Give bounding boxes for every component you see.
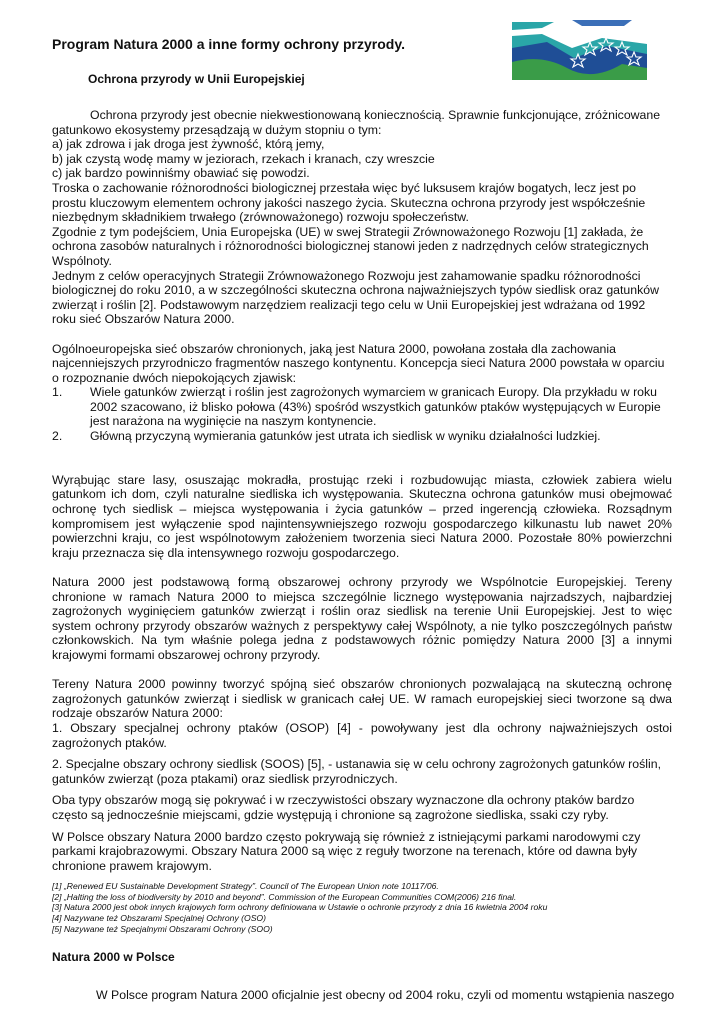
item-number: 1. [52, 385, 63, 400]
paragraph: W Polsce program Natura 2000 oficjalnie jest obecny od 2004 roku, czyli od momentu wstąpienia naszego [96, 988, 675, 1002]
numbered-item [52, 429, 672, 444]
section-heading: Natura 2000 w Polsce [52, 950, 175, 964]
paragraph: Natura 2000 jest podstawową formą obszarowej ochrony przyrody we Wspólnotcie Europejskiej. Tereny chronione w ramach Natura 2000 to miejsca szczególnie licznego występowania najrzadszych, najbardziej zagrożonych wyginięciem gatunków zwierząt i roślin oraz siedlisk na terenie Unii Europejskiej. Jest to więc system ochrony przyrody obszarów ważnych z perspektywy całej Wspólnoty, a nie tylko poszczególnych państw członkowskich. Na tym właśnie polega jedna z podstawowych różnic pomiędzy Natura 2000 [3] a innymi krajowymi formami obszarowej ochrony przyrody. [52, 575, 672, 662]
section-subtitle: Ochrona przyrody w Unii Europejskiej [88, 72, 305, 86]
paragraph: Tereny Natura 2000 powinny tworzyć spójną sieć obszarów chronionych pozwalającą na skuteczną ochronę zagrożonych gatunków zwierząt i siedlisk w granicach całej UE. W ramach europejskiej sieci tworzone są dwa rodzaje obszarów Natura 2000: [52, 677, 672, 721]
list-item: b) jak czystą wodę mamy w jeziorach, rzekach i kranach, czy wreszcie [52, 151, 435, 166]
paragraph-intro: Ochrona przyrody jest obecnie niekwestionowaną koniecznością. Sprawnie funkcjonujące, zróżnicowane gatunkowo ekosystemy przesądzają w dużym stopniu o tym: [52, 108, 661, 137]
page-title: Program Natura 2000 a inne formy ochrony przyrody. [52, 36, 405, 52]
list-item: 1. Obszary specjalnej ochrony ptaków (OSOP) [4] - powoływany jest dla ochrony najważniejszych ostoi zagrożonych ptaków. [52, 720, 672, 750]
paragraph: Oba typy obszarów mogą się pokrywać i w rzeczywistości obszary wyznaczone dla ochrony ptaków bardzo często są jednocześnie miejscami, gdzie występują i chronione są zagrożone siedliska, ssaki czy ryby. [52, 793, 635, 822]
paragraph: Zgodnie z tym podejściem, Unia Europejska (UE) w swej Strategii Zrównoważonego Rozwoju [1] zakłada, że ochrona zasobów naturalnych i różnorodności biologicznej stanowi jeden z nadrzędnych celów strategicznych Wspólnoty. [52, 224, 649, 268]
footnote: [5] Nazywane też Specjalnymi Obszarami Ochrony (SOO) [52, 923, 273, 934]
footnote: [1] „Renewed EU Sustainable Development Strategy”. Council of The European Union note 10117/06. [52, 881, 439, 892]
document-body [52, 108, 672, 934]
paragraph: W Polsce obszary Natura 2000 bardzo często pokrywają się również z istniejącymi parkami narodowymi czy parkami krajobrazowymi. Obszary Natura 2000 są więc z reguły tworzone na terenach, które od dawna były chronione prawem krajowym. [52, 829, 641, 873]
natura-2000-logo [512, 18, 647, 80]
item-text: Główną przyczyną wymierania gatunków jest utrata ich siedlisk w wyniku działalności ludzkiej. [90, 429, 601, 444]
paragraph: Ogólnoeuropejska sieć obszarów chronionych, jaką jest Natura 2000, powołana została dla zachowania najcenniejszych przyrodniczo fragmentów naszego kontynentu. Koncepcja sieci Natura 2000 powstała w oparciu o rozpoznanie dwóch niepokojących zjawisk: [52, 341, 665, 385]
numbered-item [52, 385, 672, 429]
item-number: 2. [52, 429, 63, 444]
paragraph: Wyrąbując stare lasy, osuszając mokradła, prostując rzeki i rozbudowując miasta, człowiek zabiera wielu gatunkom ich dom, czyli naturalne siedliska ich występowania. Skuteczna ochrona gatunków musi obejmować ochronę tych siedlisk – miejsca występowania i życia gatunków – przed ingerencją człowieka. Rozsądnym kompromisem jest wyłączenie spod najintensywniejszego rozwoju gospodarczego kilkunastu lub nawet 20% powierzchni kraju, co jest wspólnotowym założeniem tworzenia sieci Natura 2000. Pozostałe 80% powierzchni kraju przeznacza się dla intensywnego rozwoju gospodarczego. [52, 472, 672, 560]
footnote: [2] „Halting the loss of biodiversity by 2010 and beyond”. Commission of the European Communities COM(2006) 216 final. [52, 891, 517, 902]
list-item: c) jak bardzo powinniśmy obawiać się powodzi. [52, 166, 310, 181]
list-item: a) jak zdrowa i jak droga jest żywność, którą jemy, [52, 137, 325, 152]
footnote: [4] Nazywane też Obszarami Specjalnej Ochrony (OSO) [52, 913, 266, 924]
paragraph: Troska o zachowanie różnorodności biologicznej przestała więc być luksusem krajów bogatych, lecz jest po prostu kluczowym elementem ochrony jakości naszego życia. Skuteczna ochrona przyrody jest współcześnie niezbędnym składnikiem trwałego (zrównoważonego) rozwoju społeczeństw. [52, 180, 646, 225]
paragraph: Jednym z celów operacyjnych Strategii Zrównoważonego Rozwoju jest zahamowanie spadku różnorodności biologicznej do roku 2010, a w szczególności skuteczna ochrona najważniejszych typów siedlisk oraz gatunków zwierząt i roślin [2]. Podstawowym narzędziem realizacji tego celu w Unii Europejskiej jest wdrażana od 1992 roku sieć Obszarów Natura 2000. [52, 268, 659, 327]
footnote: [3] Natura 2000 jest obok innych krajowych form ochrony definiowana w Ustawie o ochronie przyrody z dnia 16 kwietnia 2004 roku [52, 902, 548, 913]
list-item: 2. Specjalne obszary ochrony siedlisk (SOOS) [5], - ustanawia się w celu ochrony zagrożonych gatunków roślin, gatunków zwierząt (poza ptakami) oraz siedlisk przyrodniczych. [52, 757, 661, 786]
item-text: Wiele gatunków zwierząt i roślin jest zagrożonych wymarciem w granicach Europy. Dla przykładu w roku 2002 szacowano, iż blisko połowa (43%) spośród wszystkich gatunków ptaków występujących w Europie jest narażona na wyginięcie na naszym kontynencie. [90, 385, 661, 429]
